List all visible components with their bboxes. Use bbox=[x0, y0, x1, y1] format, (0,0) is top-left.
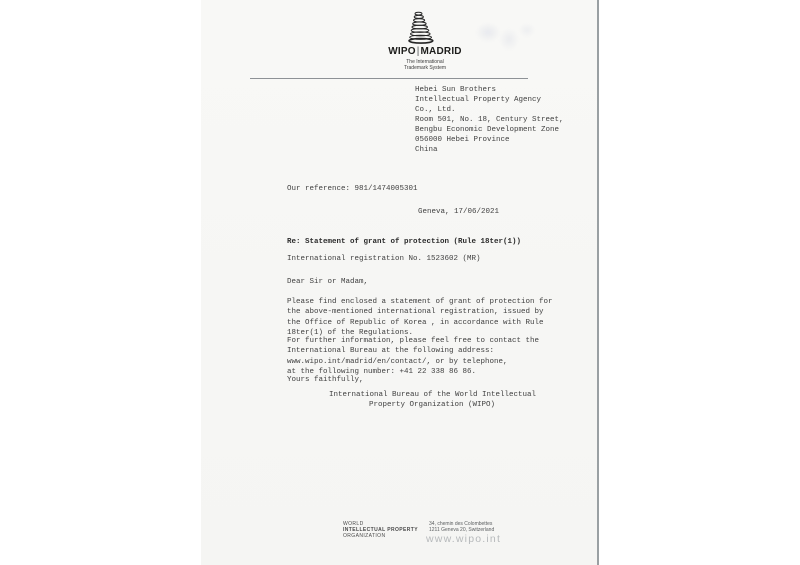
body-line: the Office of Republic of Korea , in accordance with Rule bbox=[287, 318, 544, 327]
signature-block bbox=[329, 390, 535, 411]
wordmark-wipo: WIPO bbox=[388, 46, 416, 57]
address-line: China bbox=[415, 146, 438, 154]
body-line: 18ter(1) of the Regulations. bbox=[287, 329, 414, 338]
body-line: the above-mentioned international registration, issued by bbox=[287, 308, 544, 317]
wipo-madrid-wordmark bbox=[387, 46, 463, 57]
scan-smudge bbox=[476, 14, 536, 60]
footer-org-line: WORLD bbox=[343, 521, 364, 527]
salutation: Dear Sir or Madam, bbox=[287, 278, 369, 286]
reference-label: Our reference: bbox=[287, 185, 351, 193]
subject-prefix: Re: bbox=[287, 238, 301, 246]
footer-website: www.wipo.int bbox=[426, 533, 502, 545]
address-line: Co., Ltd. bbox=[415, 106, 456, 114]
letterhead-divider bbox=[250, 78, 528, 79]
registration-number-line: International registration No. 1523602 (MR) bbox=[287, 255, 481, 263]
footer-address-line: 34, chemin des Colombettes bbox=[429, 521, 493, 527]
footer-org-line: ORGANIZATION bbox=[343, 533, 386, 539]
body-line: Please find enclosed a statement of grant of protection for bbox=[287, 298, 553, 306]
subject-line bbox=[287, 238, 521, 246]
subject-title: Statement of grant of protection (Rule 18ter(1)) bbox=[305, 238, 522, 246]
footer-organization bbox=[343, 521, 418, 539]
letter-page bbox=[201, 0, 599, 565]
signature-line: International Bureau of the World Intellectual bbox=[329, 391, 537, 399]
wordmark-madrid: MADRID bbox=[420, 46, 462, 57]
address-line: 056000 Hebei Province bbox=[415, 136, 510, 144]
closing-line: Yours faithfully, bbox=[287, 376, 364, 384]
footer-address bbox=[429, 521, 494, 533]
wordmark-separator: | bbox=[416, 46, 420, 57]
recipient-address bbox=[415, 85, 564, 155]
footer-address-line: 1211 Geneva 20, Switzerland bbox=[429, 527, 495, 533]
body-line: For further information, please feel free to contact the bbox=[287, 337, 540, 345]
body-paragraph-1 bbox=[287, 297, 553, 339]
address-line: Intellectual Property Agency bbox=[415, 96, 542, 104]
logo-tagline bbox=[387, 59, 463, 71]
reference-line bbox=[287, 185, 418, 193]
address-line: Hebei Sun Brothers bbox=[415, 86, 497, 94]
tagline-line: The International bbox=[406, 59, 444, 65]
dateline: Geneva, 17/06/2021 bbox=[418, 208, 500, 216]
tagline-line: Trademark System bbox=[403, 65, 447, 71]
signature-line: Property Organization (WIPO) bbox=[368, 401, 496, 410]
body-line: www.wipo.int/madrid/en/contact/, or by telephone, bbox=[287, 357, 508, 366]
address-line: Bengbu Economic Development Zone bbox=[415, 126, 560, 134]
body-paragraph-2 bbox=[287, 336, 539, 378]
wipo-globe-icon bbox=[408, 11, 434, 50]
reference-number: 981/1474005301 bbox=[354, 185, 418, 193]
body-line: International Bureau at the following address: bbox=[287, 347, 495, 356]
footer-org-line: INTELLECTUAL PROPERTY bbox=[343, 527, 418, 533]
address-line: Room 501, No. 18, Century Street, bbox=[415, 116, 564, 124]
body-line: at the following number: +41 22 338 86 86. bbox=[287, 368, 477, 377]
